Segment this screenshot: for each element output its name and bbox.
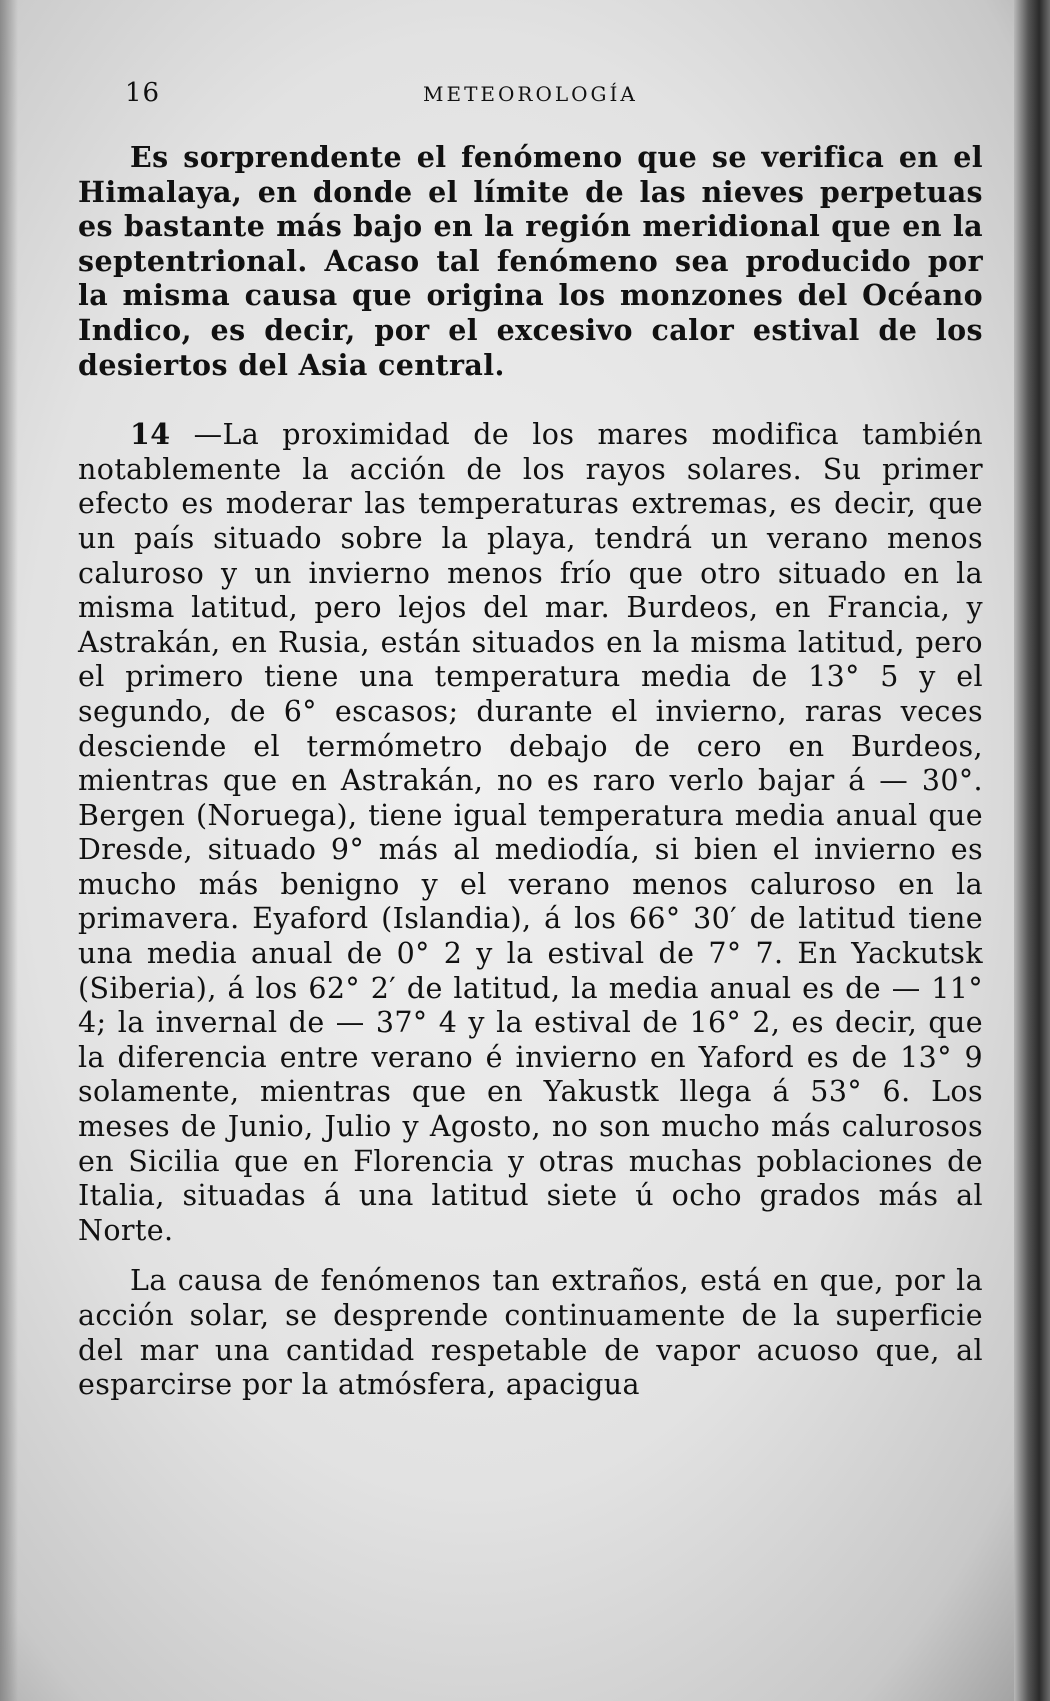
paragraph-text: Es sorprendente el fenómeno que se verifica en el Himalaya, en donde el límite de las nieves perpetuas es bastante más bajo en la región meridional que en la septentrional. Acaso tal fenómeno sea producido por la misma causa que origina los monzones del Océano Indico, es decir, por el excesivo calor estival de los desiertos del Asia central. (78, 140, 983, 382)
page-header (125, 78, 985, 118)
page-edge-shadow (0, 0, 18, 1701)
paragraph-text: —La proximidad de los mares modifica también notablemente la acción de los rayos solares. Su primer efecto es moderar las temperaturas extremas, es decir, que un país situado sobre la playa, tendrá un verano menos caluroso y un invierno menos frío que otro situado en la misma latitud, pero lejos del mar. Burdeos, en Francia, y Astrakán, en Rusia, están situados en la misma latitud, pero el primero tiene una temperatura media de 13° 5 y el segundo, de 6° escasos; durante el invierno, raras veces desciende el termómetro debajo de cero en Burdeos, mientras que en Astrakán, no es raro verlo bajar á — 30°. Bergen (Noruega), tiene igual temperatura media anual que Dresde, situado 9° más al mediodía, si bien el invierno es mucho más benigno y el verano menos caluroso en la primavera. Eyaford (Islandia), á los 66° 30′ de latitud tiene una media anual de 0° 2 y la estival de 7° 7. En Yackutsk (Siberia), á los 62° 2′ de latitud, la media anual es de — 11° 4; la invernal de — 37° 4 y la estival de 16° 2, es decir, que la diferencia entre verano é invierno en Yaford es de 13° 9 solamente, mientras que en Yakustk llega á 53° 6. Los meses de Junio, Julio y Agosto, no son mucho más calurosos en Sicilia que en Florencia y otras muchas poblaciones de Italia, situadas á una latitud siete ú ocho grados más al Norte. (78, 418, 983, 1247)
page-number: 16 (125, 78, 161, 108)
paragraph-himalaya (78, 140, 983, 382)
section-number: 14 (130, 417, 171, 452)
body-text (78, 140, 983, 1403)
paragraph-text: La causa de fenómenos tan extraños, está en que, por la acción solar, se desprende continuamente de la superficie del mar una cantidad respetable de vapor acuoso que, al esparcirse por la atmósfera, apacigua (78, 1264, 983, 1402)
paragraph-causa (78, 1264, 983, 1402)
book-spine-shadow (1014, 0, 1050, 1701)
paragraph-section-14 (78, 417, 983, 1248)
running-head: METEOROLOGÍA (423, 82, 638, 106)
